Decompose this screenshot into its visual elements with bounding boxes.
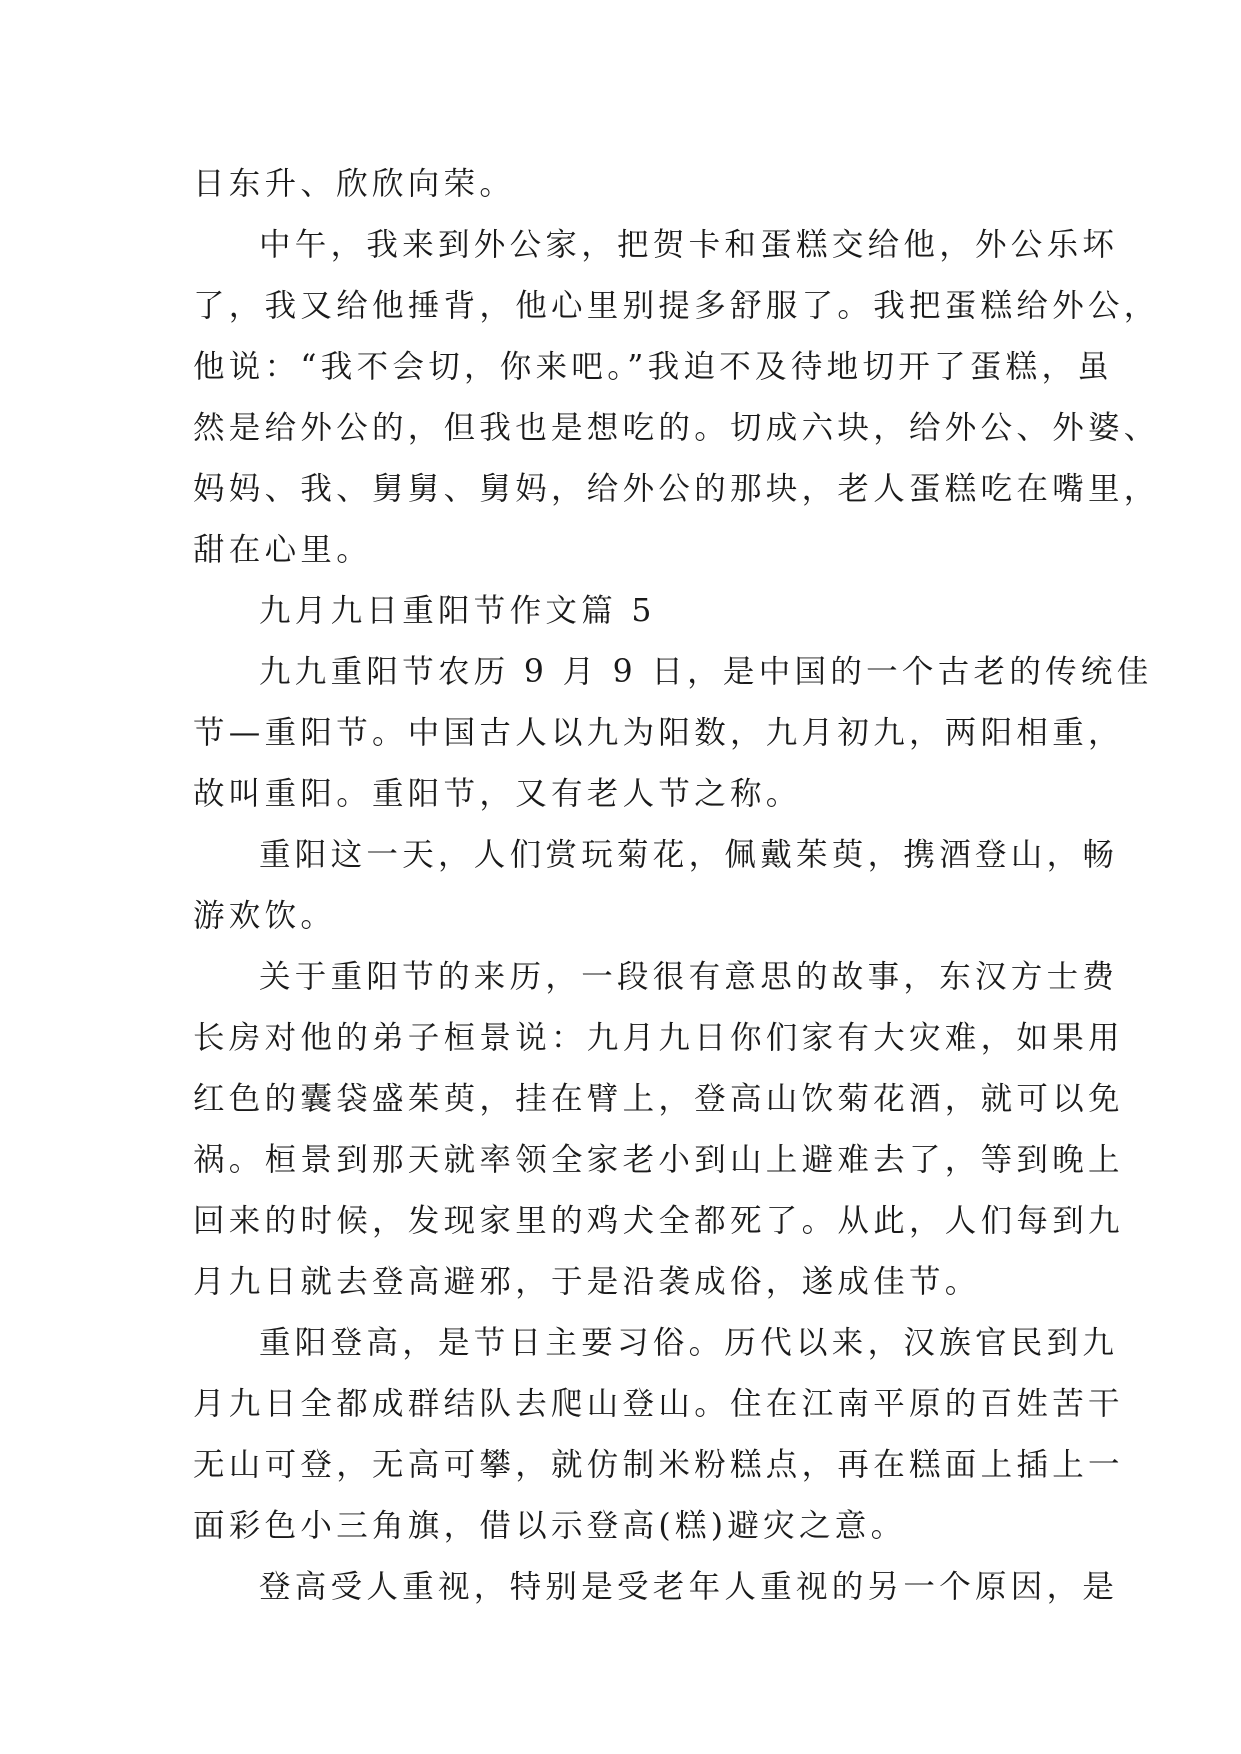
text-line: 甜在心里。 bbox=[193, 532, 373, 568]
text-line: 月九日全都成群结队去爬山登山。住在江南平原的百姓苦干 bbox=[193, 1386, 1124, 1422]
text-line: 游欢饮。 bbox=[193, 898, 337, 934]
text-line: 祸。桓景到那天就率领全家老小到山上避难去了，等到晚上 bbox=[193, 1142, 1124, 1178]
text-line: 重阳登高，是节日主要习俗。历代以来，汉族官民到九 bbox=[259, 1325, 1119, 1361]
text-line: 月九日就去登高避邪，于是沿袭成俗，遂成佳节。 bbox=[193, 1264, 981, 1300]
text-line: 无山可登，无高可攀，就仿制米粉糕点，再在糕面上插上一 bbox=[193, 1447, 1124, 1483]
text-line: 面彩色小三角旗，借以示登高(糕)避灾之意。 bbox=[193, 1508, 907, 1544]
text-line: 红色的囊袋盛茱萸，挂在臂上，登高山饮菊花酒，就可以免 bbox=[193, 1081, 1124, 1117]
document-page bbox=[193, 154, 1160, 1618]
text-line: 回来的时候，发现家里的鸡犬全都死了。从此，人们每到九 bbox=[193, 1203, 1124, 1239]
text-line: 长房对他的弟子桓景说：九月九日你们家有大灾难，如果用 bbox=[193, 1020, 1124, 1056]
text-line: 他说：“我不会切，你来吧。”我迫不及待地切开了蛋糕，虽 bbox=[193, 349, 1114, 385]
text-line: 然是给外公的，但我也是想吃的。切成六块，给外公、外婆、 bbox=[193, 410, 1160, 446]
text-line: 日东升、欣欣向荣。 bbox=[193, 166, 516, 202]
text-line: 故叫重阳。重阳节，又有老人节之称。 bbox=[193, 776, 802, 812]
text-line: 九九重阳节农历 9 月 9 日，是中国的一个古老的传统佳 bbox=[259, 654, 1153, 690]
text-line: 节—重阳节。中国古人以九为阳数，九月初九，两阳相重， bbox=[193, 715, 1124, 751]
text-line: 中午，我来到外公家，把贺卡和蛋糕交给他，外公乐坏 bbox=[259, 227, 1119, 263]
text-line: 重阳这一天，人们赏玩菊花，佩戴茱萸，携酒登山，畅 bbox=[259, 837, 1119, 873]
text-line: 登高受人重视，特别是受老年人重视的另一个原因，是 bbox=[259, 1569, 1119, 1605]
text-line: 关于重阳节的来历，一段很有意思的故事，东汉方士费 bbox=[259, 959, 1119, 995]
text-line: 妈妈、我、舅舅、舅妈，给外公的那块，老人蛋糕吃在嘴里， bbox=[193, 471, 1160, 507]
text-line: 了，我又给他捶背，他心里别提多舒服了。我把蛋糕给外公， bbox=[193, 288, 1160, 324]
section-heading: 九月九日重阳节作文篇 5 bbox=[259, 593, 656, 629]
